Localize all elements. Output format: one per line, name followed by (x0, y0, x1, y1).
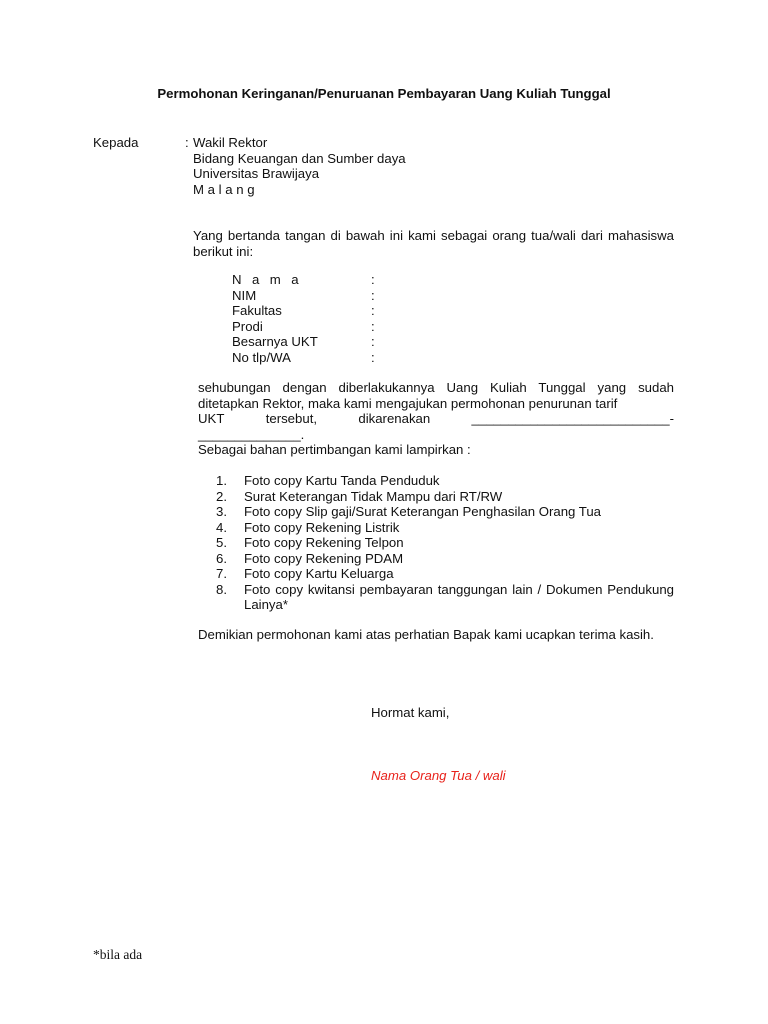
reason-text: sehubungan dengan diberlakukannya Uang Kuliah Tunggal yang sudah ditetapkan Rektor, maka kami mengajukan permohonan penurunan tarif (198, 380, 674, 411)
kepada-label: Kepada (93, 135, 139, 150)
list-item (216, 582, 674, 613)
student-fields (232, 272, 381, 365)
list-text: Foto copy Kartu Keluarga (244, 566, 394, 581)
list-item (216, 504, 674, 520)
field-row (232, 288, 381, 304)
footnote: *bila ada (93, 947, 143, 962)
recipient-line: Bidang Keuangan dan Sumber daya (193, 150, 406, 166)
field-row (232, 303, 381, 319)
basis-text: Sebagai bahan pertimbangan kami lampirkan : (198, 442, 471, 457)
list-item (216, 473, 674, 489)
field-colon: : (371, 318, 375, 334)
list-item (216, 489, 674, 505)
list-number: 2. (216, 488, 227, 504)
list-item (216, 566, 674, 582)
reason-word: tersebut, (265, 411, 318, 426)
recipient-line: M a l a n g (193, 181, 255, 197)
list-text: Foto copy Slip gaji/Surat Keterangan Penghasilan Orang Tua (244, 504, 602, 519)
reason-word: dikarenakan (358, 411, 431, 426)
list-text: Foto copy Rekening PDAM (244, 550, 404, 566)
list-item (216, 520, 674, 536)
reason-blank: ___________________________- (471, 411, 674, 426)
reason-ukt-line (198, 411, 674, 427)
list-number: 7. (216, 566, 227, 581)
regards-text: Hormat kami, (371, 705, 450, 720)
reason-blank-end: ______________. (198, 426, 305, 442)
field-label: No tlp/WA (232, 349, 291, 365)
recipient-line: Wakil Rektor (193, 135, 268, 150)
list-text: Foto copy Rekening Listrik (244, 519, 400, 535)
attachment-list (216, 473, 674, 613)
recipient-block (193, 135, 406, 197)
list-item (216, 551, 674, 567)
field-colon: : (371, 334, 375, 349)
list-number: 5. (216, 535, 227, 550)
field-row (232, 350, 381, 366)
closing-paragraph: Demikian permohonan kami atas perhatian Bapak kami ucapkan terima kasih. (198, 627, 654, 642)
list-text: Surat Keterangan Tidak Mampu dari RT/RW (244, 488, 503, 504)
field-row (232, 334, 381, 350)
kepada-colon: : (185, 135, 189, 150)
recipient-line: Universitas Brawijaya (193, 166, 320, 181)
page-title: Permohonan Keringanan/Penuruanan Pembayaran Uang Kuliah Tunggal (157, 86, 611, 101)
field-colon: : (371, 272, 375, 287)
reason-word: UKT (198, 411, 225, 426)
field-label: N a m a (232, 272, 302, 287)
list-number: 4. (216, 519, 227, 535)
intro-paragraph: Yang bertanda tangan di bawah ini kami sebagai orang tua/wali dari mahasiswa berikut ini: (193, 228, 674, 259)
list-text: Foto copy Rekening Telpon (244, 535, 404, 550)
list-number: 8. (216, 581, 227, 597)
list-text: Foto copy kwitansi pembayaran tanggungan lain / Dokumen Pendukung Lainya* (244, 581, 674, 612)
field-row (232, 319, 381, 335)
list-number: 6. (216, 550, 227, 566)
list-text: Foto copy Kartu Tanda Penduduk (244, 473, 440, 488)
field-label: Prodi (232, 318, 263, 334)
field-row (232, 272, 381, 288)
field-label: NIM (232, 287, 257, 303)
list-number: 3. (216, 504, 227, 519)
field-label: Fakultas (232, 303, 282, 318)
list-item (216, 535, 674, 551)
reason-paragraph (198, 380, 674, 442)
list-number: 1. (216, 473, 227, 488)
field-label: Besarnya UKT (232, 334, 318, 349)
field-colon: : (371, 287, 375, 303)
field-colon: : (371, 303, 375, 318)
field-colon: : (371, 349, 375, 365)
signer-name: Nama Orang Tua / wali (371, 768, 506, 783)
